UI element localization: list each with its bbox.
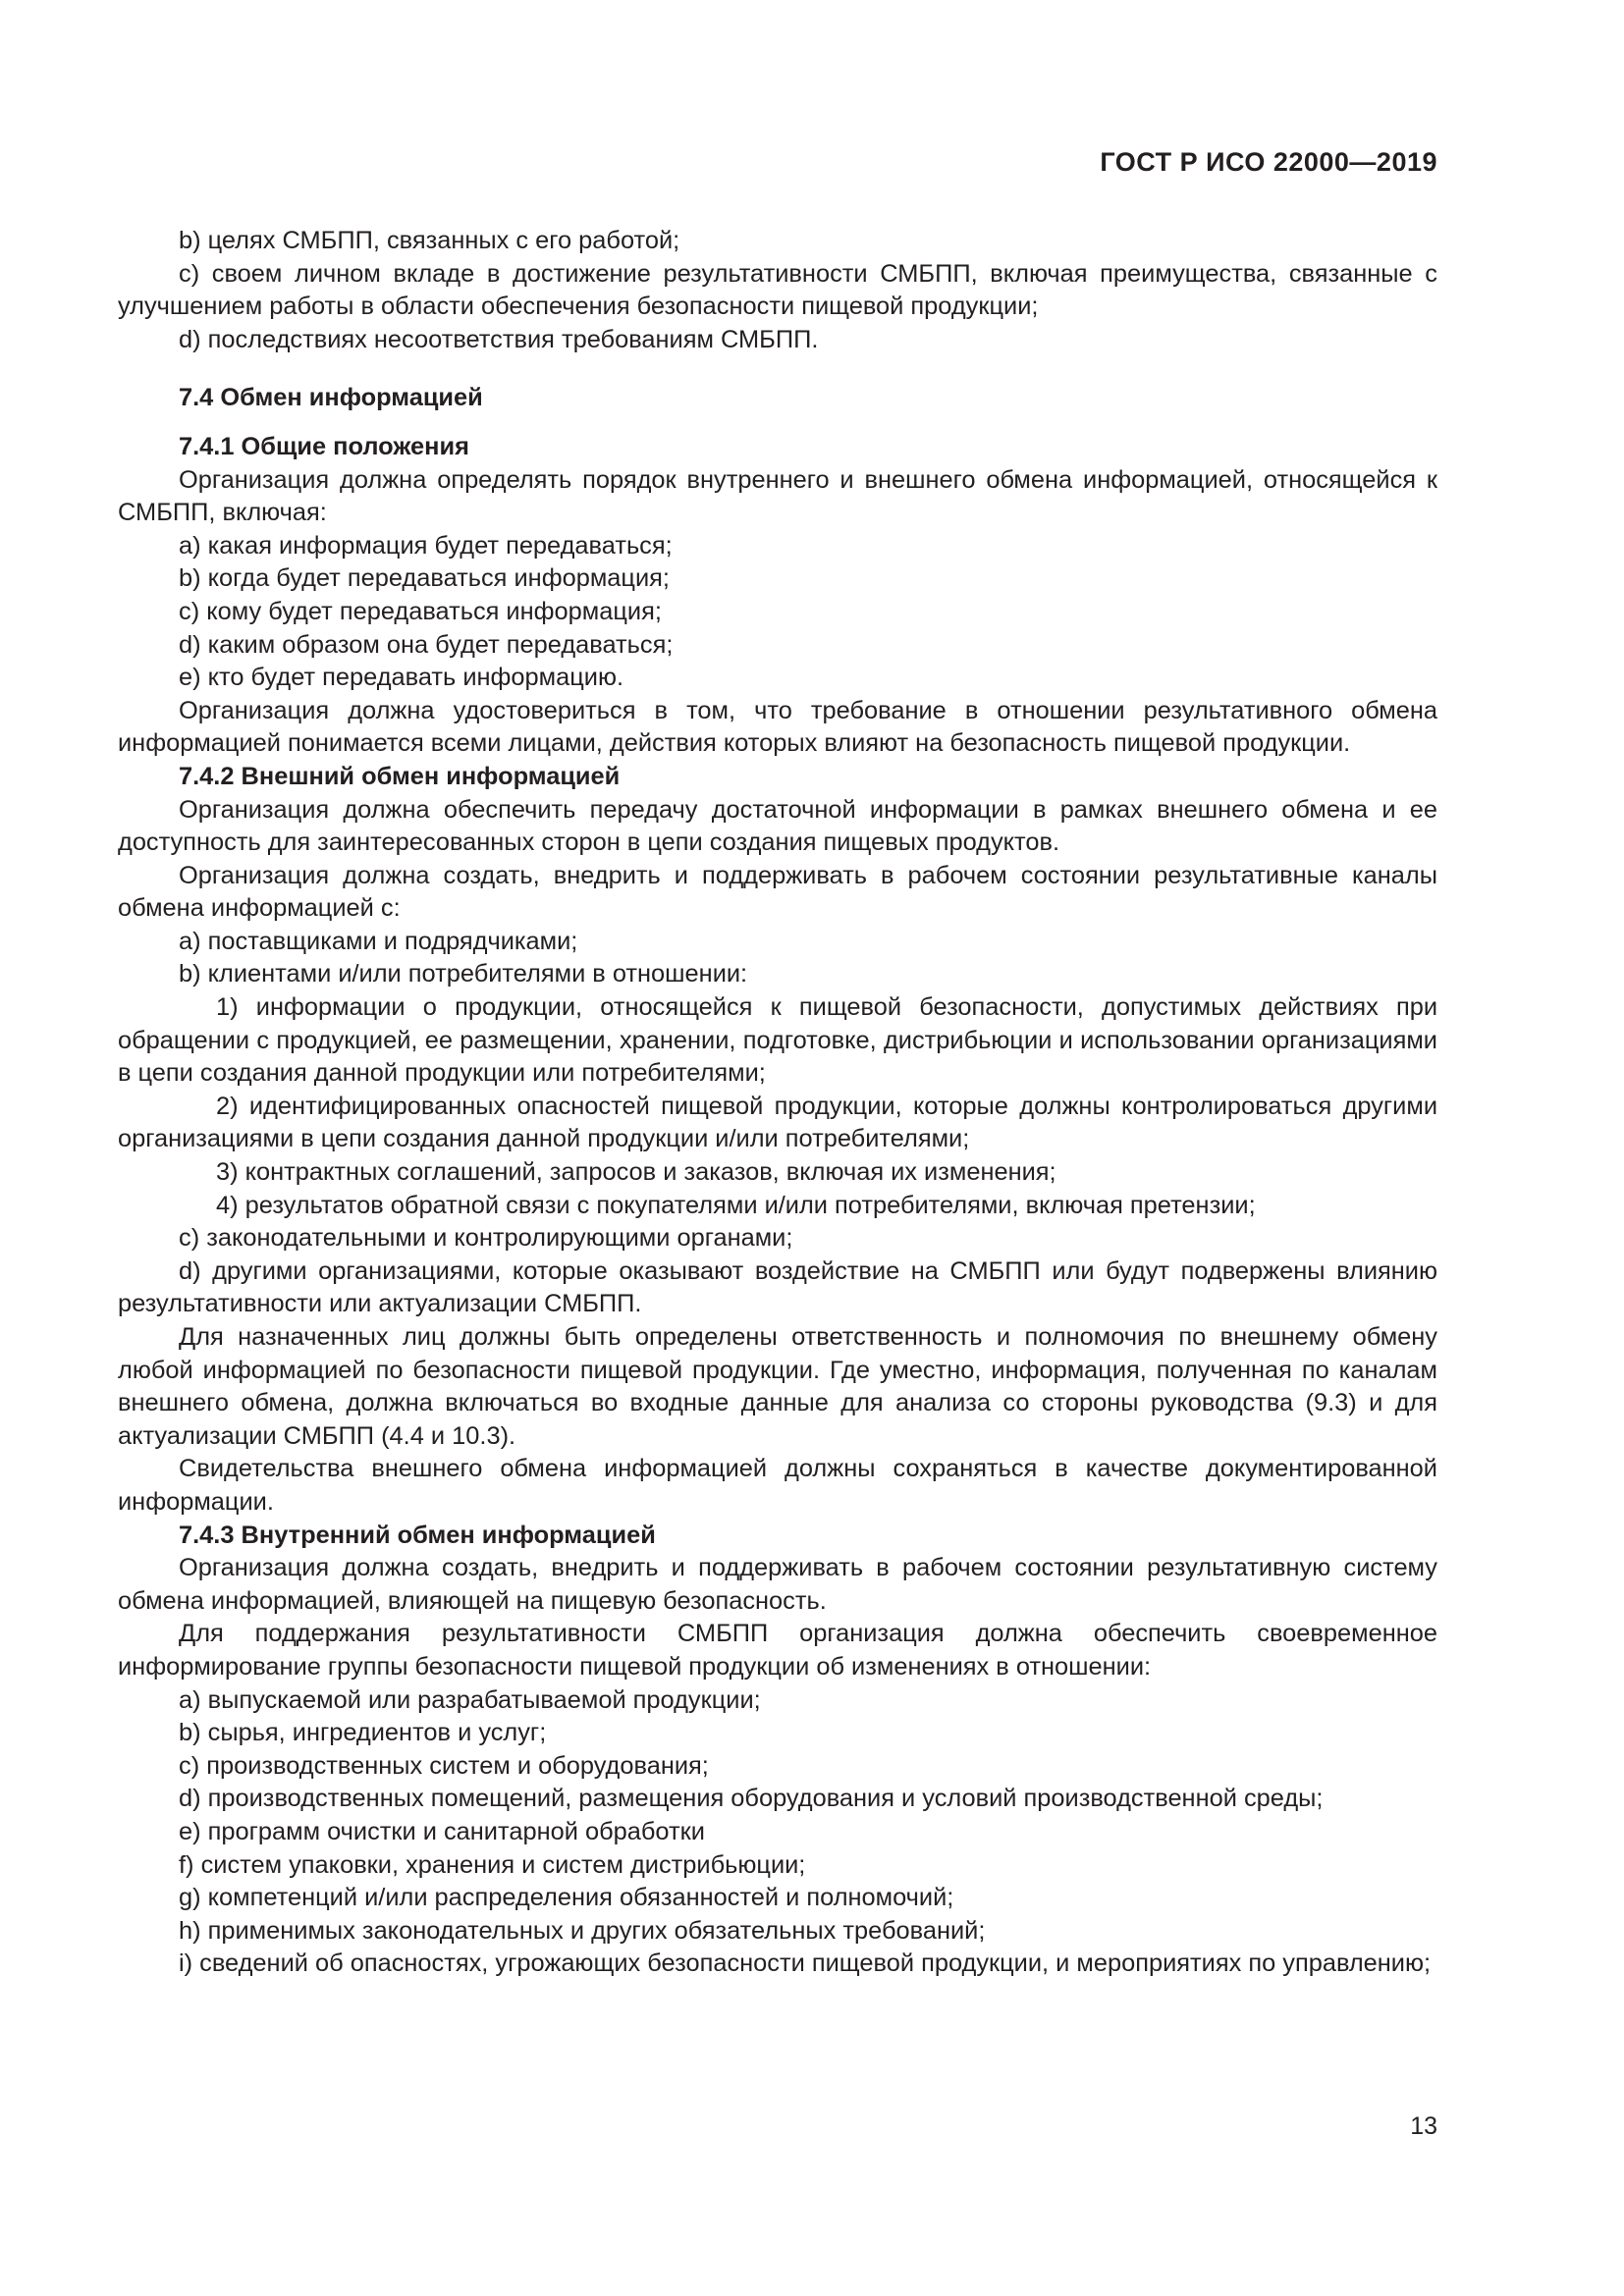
list-item: i) сведений об опасностях, угрожающих безопасности пищевой продукции, и мероприятиях по управлению; [179, 1949, 1432, 1978]
list-item: c) кому будет передаваться информация; [179, 597, 662, 625]
paragraph: Организация должна удостовериться в том, что требование в отношении результативного обмена информацией понимается всеми лицами, действия которых влияют на безопасность пищевой продукции. [118, 696, 1437, 758]
subsection-heading: 7.4.3 Внутренний обмен информацией [179, 1521, 656, 1549]
sub-list-item: 3) контрактных соглашений, запросов и заказов, включая их изменения; [216, 1158, 1056, 1187]
list-item: d) другими организациями, которые оказывают воздействие на СМБПП или будут подвержены влиянию результативности или актуализации СМБПП. [118, 1256, 1437, 1318]
paragraph: Для поддержания результативности СМБПП организация должна обеспечить своевременное информирование группы безопасности пищевой продукции об изменениях в отношении: [118, 1620, 1437, 1681]
list-item: g) компетенций и/или распределения обязанностей и полномочий; [179, 1884, 954, 1912]
sub-list-item: 2) идентифицированных опасностей пищевой продукции, которые должны контролироваться другими организациями в цепи создания данной продукции и/или потребителями; [118, 1092, 1437, 1153]
list-item: a) выпускаемой или разрабатываемой продукции; [179, 1685, 761, 1714]
list-item: e) кто будет передавать информацию. [179, 664, 624, 692]
list-item: c) производственных систем и оборудования; [179, 1751, 709, 1780]
list-item: b) целях СМБПП, связанных с его работой; [179, 227, 680, 254]
paragraph: Организация должна обеспечить передачу достаточной информации в рамках внешнего обмена и ее доступность для заинтересованных сторон в цепи создания пищевых продуктов. [118, 795, 1437, 857]
sub-list-item: 1) информации о продукции, относящейся к пищевой безопасности, допустимых действиях при обращении с продукцией, ее размещении, хранении, подготовке, дистрибьюции и использовании организациями в цепи создания данной продукции или потребителями; [118, 993, 1437, 1088]
list-item: f) систем упаковки, хранения и систем дистрибьюции; [179, 1850, 806, 1879]
section-heading: 7.4 Обмен информацией [179, 384, 483, 412]
list-item: h) применимых законодательных и других обязательных требований; [179, 1916, 986, 1945]
list-item: d) производственных помещений, размещения оборудования и условий производственной среды; [179, 1785, 1324, 1813]
paragraph: Организация должна создать, внедрить и поддерживать в рабочем состоянии результативные каналы обмена информацией с: [118, 861, 1437, 923]
paragraph: Организация должна создать, внедрить и поддерживать в рабочем состоянии результативную систему обмена информацией, влияющей на пищевую безопасность. [118, 1554, 1437, 1615]
paragraph: Свидетельства внешнего обмена информацией должны сохраняться в качестве документированной информации. [118, 1455, 1437, 1516]
sub-list-item: 4) результатов обратной связи с покупателями и/или потребителями, включая претензии; [216, 1191, 1256, 1219]
subsection-heading: 7.4.2 Внешний обмен информацией [179, 762, 621, 790]
list-item: d) последствиях несоответствия требованиям СМБПП. [179, 325, 819, 353]
paragraph: Для назначенных лиц должны быть определены ответственность и полномочия по внешнему обмену любой информацией по безопасности пищевой продукции. Где уместно, информация, полученная по каналам внешнего обмена, должна включаться во входные данные для анализа со стороны руководства (9.3) и для актуализации СМБПП (4.4 и 10.3). [118, 1323, 1437, 1450]
list-item: e) программ очистки и санитарной обработки [179, 1817, 705, 1845]
list-item: a) поставщиками и подрядчиками; [179, 927, 578, 955]
paragraph: Организация должна определять порядок внутреннего и внешнего обмена информацией, относящейся к СМБПП, включая: [118, 465, 1437, 527]
list-item: b) сырья, ингредиентов и услуг; [179, 1719, 547, 1747]
list-item: a) какая информация будет передаваться; [179, 531, 673, 560]
subsection-heading: 7.4.1 Общие положения [179, 432, 469, 460]
list-item: d) каким образом она будет передаваться; [179, 630, 674, 659]
list-item: c) своем личном вкладе в достижение результативности СМБПП, включая преимущества, связанные с улучшением работы в области обеспечения безопасности пищевой продукции; [118, 259, 1437, 321]
list-item: b) клиентами и/или потребителями в отношении: [179, 960, 748, 988]
standard-header: ГОСТ Р ИСО 22000—2019 [1100, 147, 1437, 177]
list-item: c) законодательными и контролирующими органами; [179, 1224, 793, 1253]
page-number: 13 [1410, 2112, 1437, 2140]
list-item: b) когда будет передаваться информация; [179, 564, 670, 593]
document-body [118, 225, 1437, 1981]
